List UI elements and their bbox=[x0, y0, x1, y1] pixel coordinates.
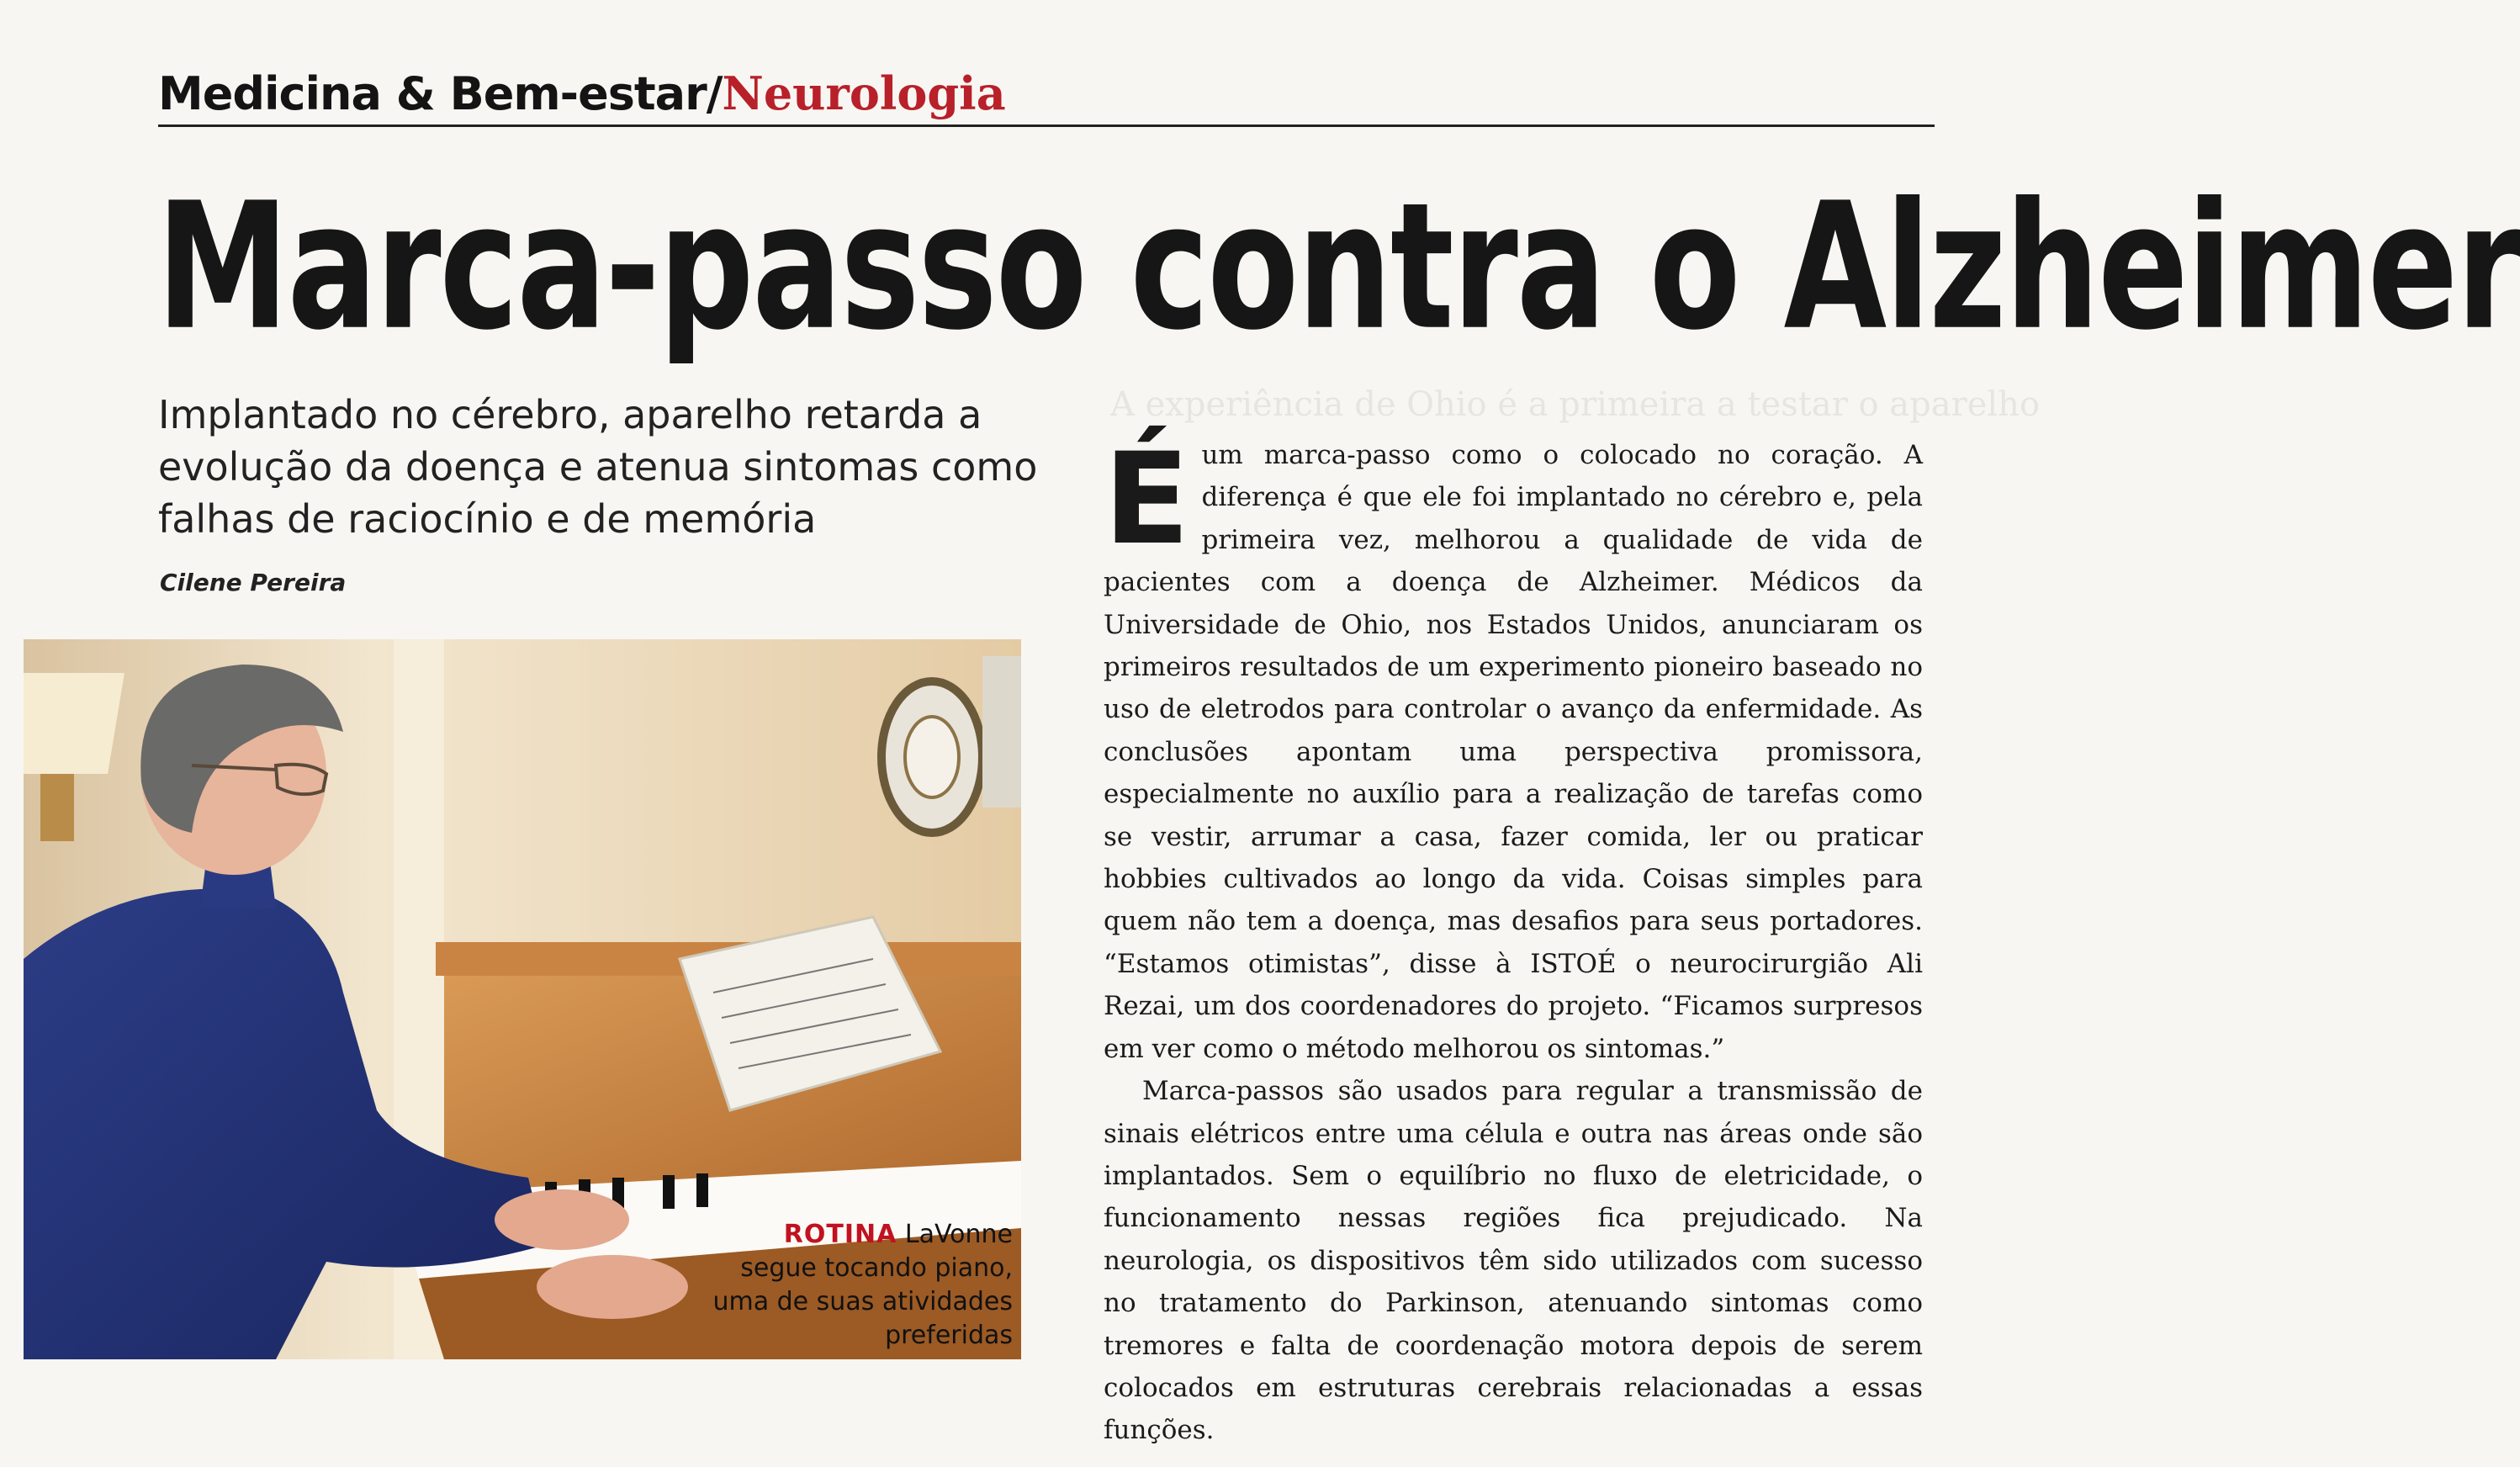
show-through-text: A experiência de Ohio é a primeira a testar o aparelho bbox=[1110, 385, 2041, 424]
caption-text: LaVonne segue tocando piano, uma de suas atividades preferidas bbox=[712, 1220, 1013, 1350]
caption-label: ROTINA bbox=[783, 1220, 897, 1249]
headline: Marca-passo contra o Alzheimer bbox=[156, 165, 2520, 369]
section-title: Medicina & Bem-estar/ bbox=[158, 67, 723, 120]
subtitle: Implantado no cérebro, aparelho retarda a evolução da doença e atenua sintomas como falhas de raciocínio e de memória bbox=[158, 392, 1038, 542]
section-header bbox=[158, 66, 1935, 127]
article-paragraph-2: Marca-passos são usados para regular a transmissão de sinais elétricos entre uma célula e outra nas áreas onde são implantados. Sem o equilíbrio no fluxo de eletricidade, o funcionamento nessas regiões fica prejudicado. Na neurologia, os dispositivos têm sido utilizados com sucesso no tratamento do Parkinson, atenuando sintomas como tremores e falta de coordenação motora depois de serem colocados em estruturas cerebrais relacionadas a essas funções. bbox=[1104, 1076, 1923, 1446]
article-paragraph-1 bbox=[1104, 426, 1923, 1070]
article-body bbox=[1104, 426, 1923, 1452]
section-subtitle: Neurologia bbox=[722, 66, 1006, 120]
paragraph-1-text: um marca-passo como o colocado no coração. A diferença é que ele foi implantado no cérebro e, pela primeira vez, melhorou a qualidade de vida de pacientes com a doença de Alzheimer. Médicos da Universidade de Ohio, nos Estados Unidos, anunciaram os primeiros resultados de um experimento pioneiro baseado no uso de eletrodos para controlar o avanço da enfermidade. As conclusões apontam uma perspectiva promissora, especialmente no auxílio para a realização de tarefas como se vestir, arrumar a casa, fazer comida, ler ou praticar hobbies cultivados ao longo da vida. Coisas simples para quem não tem a doença, mas desafios para seus portadores. “Estamos otimistas”, disse à ISTOÉ o neurocirurgião Ali Rezai, um dos coordenadores do projeto. “Ficamos surpresos em ver como o método melhorou os sintomas.” bbox=[1104, 440, 1923, 1064]
byline: Cilene Pereira bbox=[160, 569, 347, 596]
photo-caption bbox=[710, 1218, 1013, 1353]
drop-cap: É bbox=[1104, 426, 1190, 573]
article-photo bbox=[24, 639, 1021, 1359]
